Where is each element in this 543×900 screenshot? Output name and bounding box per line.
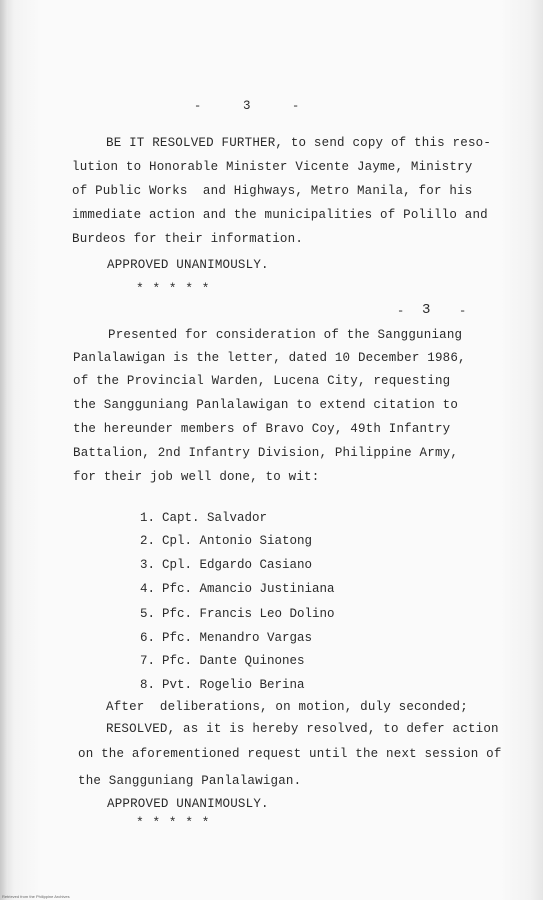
resolution-2-closing-line: on the aforementioned request until the next session of	[78, 747, 502, 761]
resolution-1-approval: APPROVED UNANIMOUSLY.	[107, 258, 269, 272]
resolution-2-line: for their job well done, to wit:	[73, 470, 320, 484]
resolution-1-line: lution to Honorable Minister Vicente Jayme, Ministry	[72, 160, 473, 174]
list-item-name: Cpl. Antonio Siatong	[162, 534, 313, 548]
list-item-number: 8.	[140, 678, 156, 692]
header-dash-left: -	[194, 99, 202, 113]
resolution-1-line: Burdeos for their information.	[72, 232, 304, 246]
list-item-name: Pfc. Amancio Justiniana	[162, 582, 335, 596]
separator-stars: * * * * *	[136, 281, 210, 296]
resolution-1-line: BE IT RESOLVED FURTHER, to send copy of this reso-	[106, 136, 492, 150]
list-item-number: 7.	[140, 654, 156, 668]
resolution-2-closing-line: RESOLVED, as it is hereby resolved, to defer action	[106, 722, 499, 736]
separator-stars: * * * * *	[136, 815, 210, 830]
resolution-1-line: immediate action and the municipalities of Polillo and	[72, 208, 488, 222]
section-dash-left: -	[397, 304, 405, 318]
header-page-number: 3	[243, 99, 251, 113]
resolution-1-line: of Public Works and Highways, Metro Manila, for his	[72, 184, 473, 198]
list-item-name: Pfc. Francis Leo Dolino	[162, 607, 335, 621]
resolution-2-closing-line: After deliberations, on motion, duly seconded;	[106, 700, 468, 714]
section-number: 3	[422, 302, 431, 318]
list-item-name: Cpl. Edgardo Casiano	[162, 558, 313, 572]
page-edge-shadow	[0, 0, 8, 900]
list-item-name: Pvt. Rogelio Berina	[162, 678, 305, 692]
resolution-2-line: the hereunder members of Bravo Coy, 49th Infantry	[73, 422, 451, 436]
list-item-number: 1.	[140, 511, 156, 525]
list-item-number: 5.	[140, 607, 156, 621]
list-item-number: 4.	[140, 582, 156, 596]
list-item-number: 6.	[140, 631, 156, 645]
list-item-name: Pfc. Menandro Vargas	[162, 631, 313, 645]
resolution-2-line: Presented for consideration of the Sangguniang	[108, 328, 463, 342]
header-dash-right: -	[292, 99, 300, 113]
resolution-2-approval: APPROVED UNANIMOUSLY.	[107, 797, 269, 811]
footer-archive-note: Retrieved from the Philippine Archives	[2, 894, 70, 899]
list-item-name: Pfc. Dante Quinones	[162, 654, 305, 668]
resolution-2-line: of the Provincial Warden, Lucena City, requesting	[73, 374, 451, 388]
list-item-number: 2.	[140, 534, 156, 548]
list-item-number: 3.	[140, 558, 156, 572]
resolution-2-closing-line: the Sangguniang Panlalawigan.	[78, 774, 302, 788]
section-dash-right: -	[459, 304, 467, 318]
resolution-2-line: Panlalawigan is the letter, dated 10 December 1986,	[73, 351, 466, 365]
resolution-2-line: the Sangguniang Panlalawigan to extend citation to	[73, 398, 459, 412]
list-item-name: Capt. Salvador	[162, 511, 268, 525]
resolution-2-line: Battalion, 2nd Infantry Division, Philippine Army,	[73, 446, 459, 460]
